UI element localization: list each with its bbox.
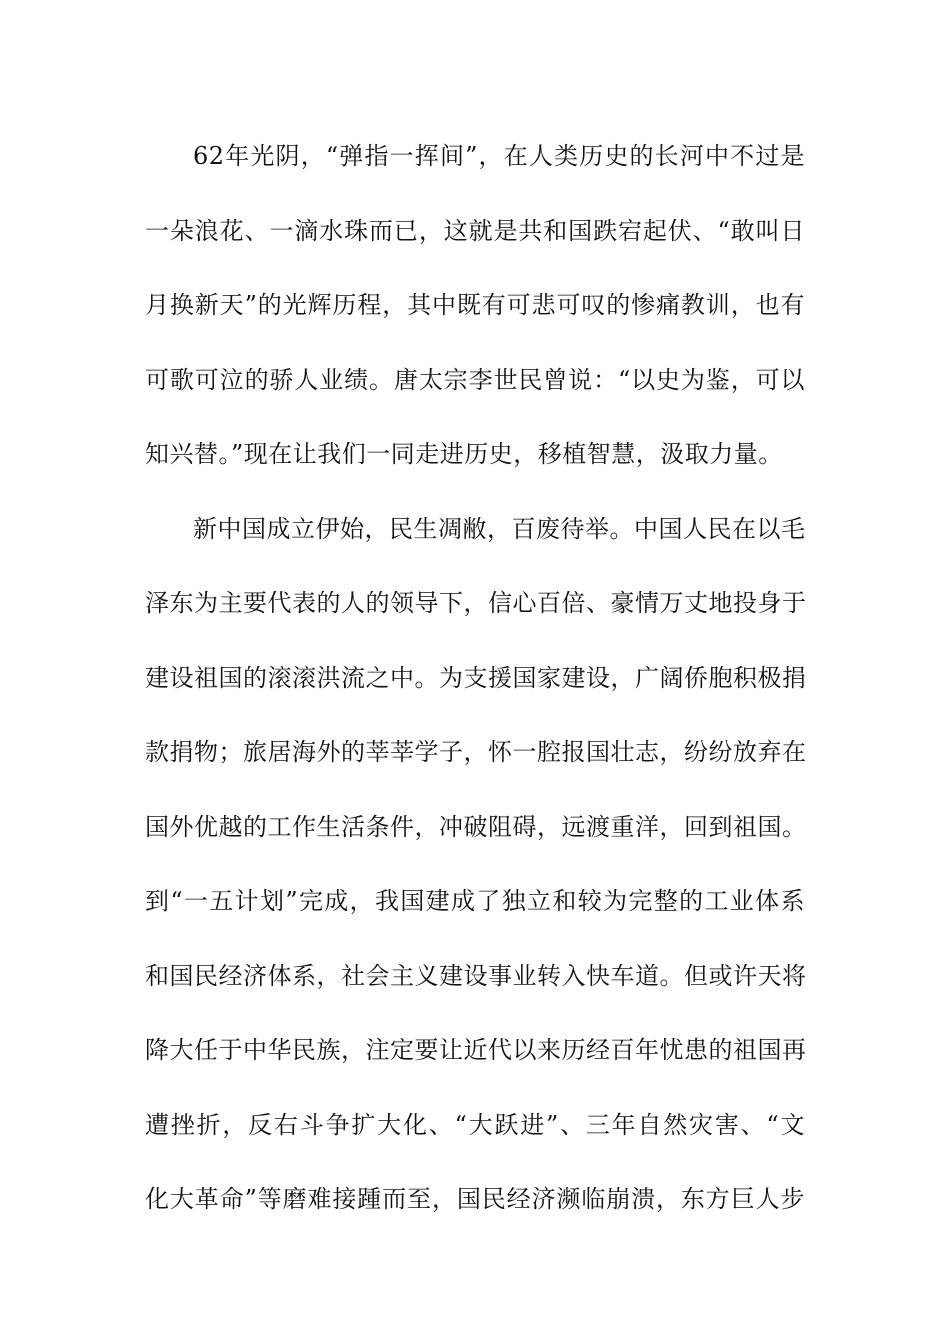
paragraph-2-line-10: 化大革命”等磨难接踵而至，国民经济濒临崩溃，东方巨人步 — [145, 1185, 805, 1213]
paragraph-2-line-6: 到“一五计划”完成，我国建成了独立和较为完整的工业体系 — [145, 887, 805, 915]
paragraph-2-line-3: 建设祖国的滚滚洪流之中。为支援国家建设，广阔侨胞积极捐 — [145, 663, 807, 692]
paragraph-1-line-4: 可歌可泣的骄人业绩。唐太宗李世民曾说：“以史为鉴，可以 — [145, 365, 805, 394]
paragraph-1-line-3: 月换新天”的光辉历程，其中既有可悲可叹的惨痛教训，也有 — [145, 291, 805, 319]
paragraph-2-line-5: 国外优越的工作生活条件，冲破阻碍，远渡重洋，回到祖国。 — [145, 812, 807, 841]
paragraph-2-line-9: 遭挫折，反右斗争扩大化、“大跃进”、三年自然灾害、“文 — [145, 1110, 805, 1139]
paragraph-1-line-2: 一朵浪花、一滴水珠而已，这就是共和国跌宕起伏、“敢叫日 — [145, 216, 805, 245]
paragraph-1-line-1: 62年光阴，“弹指一挥间”，在人类历史的长河中不过是 — [193, 142, 805, 170]
paragraph-2-line-2: 泽东为主要代表的人的领导下，信心百倍、豪情万丈地投身于 — [145, 589, 807, 617]
paragraph-2-line-7: 和国民经济体系，社会主义建设事业转入快车道。但或许天将 — [145, 961, 807, 990]
paragraph-1-line-5: 知兴替。”现在让我们一同走进历史，移植智慧，汲取力量。 — [145, 440, 783, 468]
paragraph-2-line-4: 款捐物；旅居海外的莘莘学子，怀一腔报国壮志，纷纷放弃在 — [145, 738, 807, 766]
paragraph-2-line-8: 降大任于中华民族，注定要让近代以来历经百年忧患的祖国再 — [145, 1036, 807, 1064]
paragraph-2-line-1: 新中国成立伊始，民生凋敝，百废待举。中国人民在以毛 — [193, 514, 806, 543]
document-body — [145, 131, 805, 1249]
